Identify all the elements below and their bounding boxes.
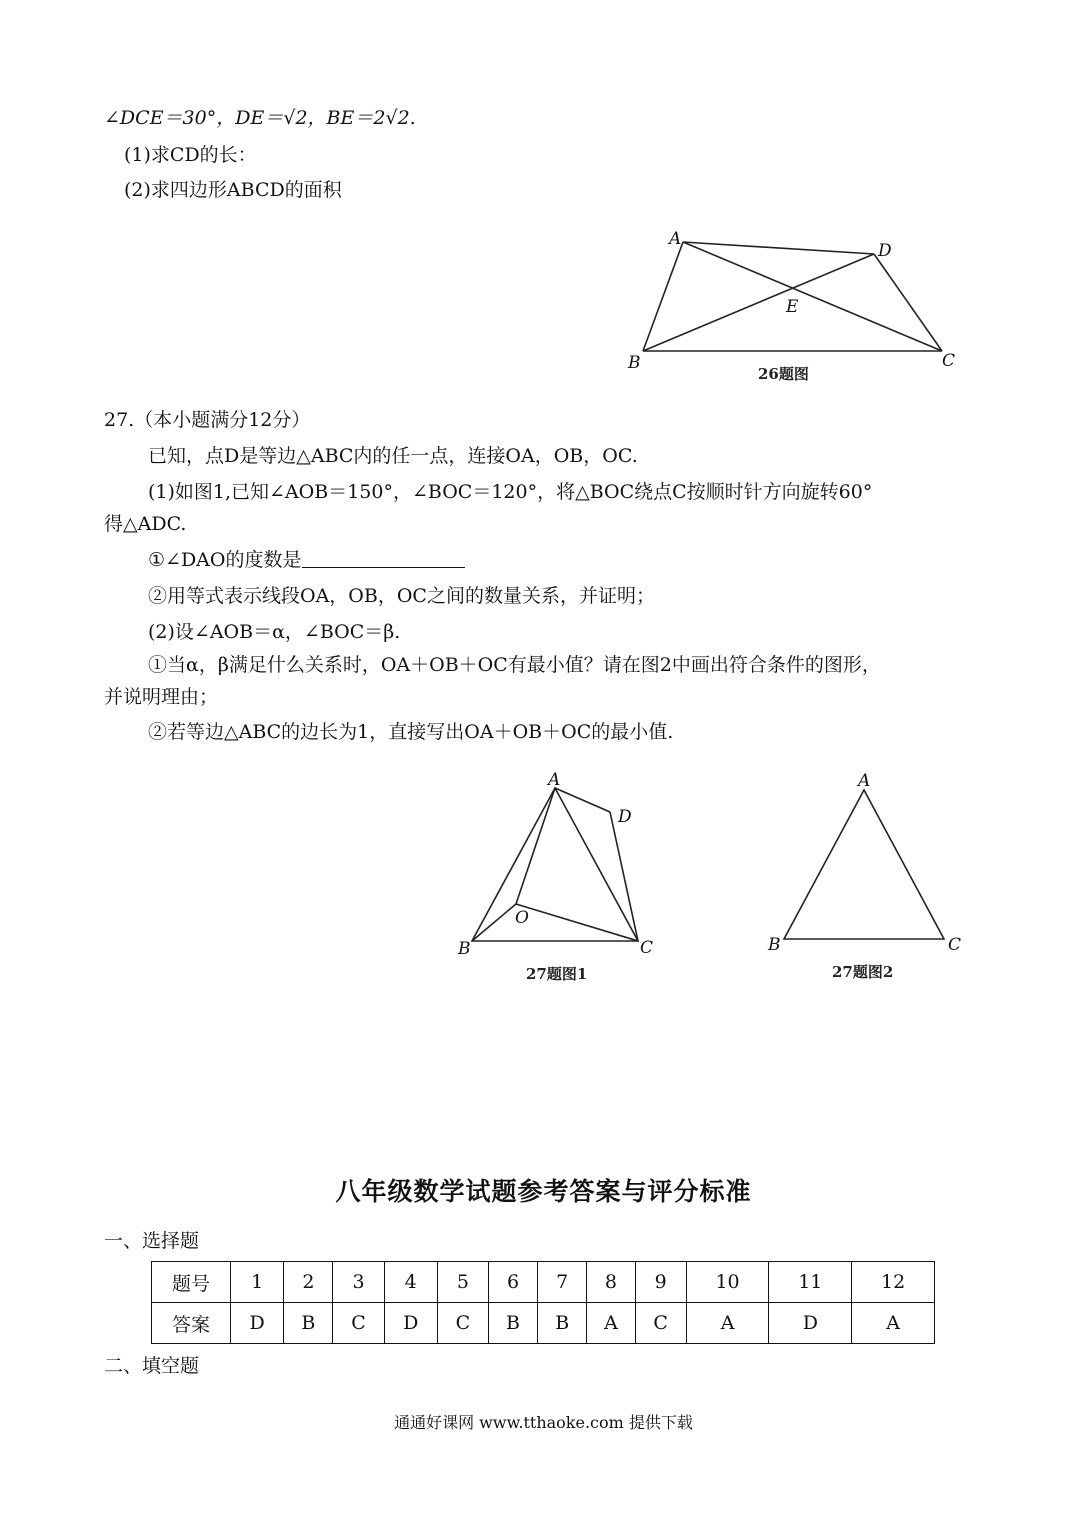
answer-choice: A [852, 1303, 935, 1344]
segment-ba [643, 242, 683, 351]
answer-choice: C [437, 1303, 488, 1344]
section-fill-in: 二、填空题 [104, 1355, 200, 1377]
answer-table [151, 1261, 935, 1344]
label-b: B [768, 935, 781, 955]
answer-choice: A [587, 1303, 635, 1344]
q27-header: 27.（本小题满分12分） [104, 409, 311, 431]
answer-choice: D [231, 1303, 284, 1344]
segment-dc [610, 812, 638, 941]
figure-27-1 [440, 770, 680, 990]
q27-part1-line1: (1)如图1,已知∠AOB＝150°，∠BOC＝120°，将△BOC绕点C按顺时针方向旋转60° [148, 481, 873, 503]
question-number: 6 [488, 1262, 537, 1303]
answer-choice: B [488, 1303, 537, 1344]
q26-part2: (2)求四边形ABCD的面积 [124, 179, 342, 201]
label-b: B [458, 939, 471, 959]
segment-ad [683, 242, 874, 254]
q27-part2-q1-line1: ①当α，β满足什么关系时，OA＋OB＋OC有最小值？请在图2中画出符合条件的图形， [148, 654, 881, 676]
label-b: B [628, 353, 641, 373]
figure-26 [590, 220, 980, 400]
label-a: A [669, 229, 682, 249]
q27-part1-q1 [148, 548, 465, 572]
diagonal-bd [643, 254, 874, 351]
label-d: D [878, 241, 892, 261]
question-number: 8 [587, 1262, 635, 1303]
question-number: 4 [384, 1262, 437, 1303]
answer-choice: D [384, 1303, 437, 1344]
label-c: C [942, 351, 956, 371]
question-number: 5 [437, 1262, 488, 1303]
answer-choice: B [538, 1303, 587, 1344]
answer-choice: A [686, 1303, 769, 1344]
q27-part1-q1-text: ①∠DAO的度数是 [148, 549, 302, 571]
q27-intro: 已知，点D是等边△ABC内的任一点，连接OA，OB，OC. [148, 445, 638, 467]
label-a: A [858, 771, 871, 791]
answer-choice: D [769, 1303, 852, 1344]
q26-given-line: ∠DCE＝30°，DE＝√2，BE＝2√2. [104, 107, 416, 129]
q27-part2-q1-line2: 并说明理由； [104, 686, 219, 708]
label-o: O [515, 908, 529, 928]
table-row-answers [152, 1303, 935, 1344]
label-c: C [640, 938, 654, 958]
q26-part1: (1)求CD的长： [124, 144, 257, 166]
label-d: D [618, 807, 632, 827]
table-row-numbers [152, 1262, 935, 1303]
row-header-number: 题号 [152, 1262, 231, 1303]
answer-key-title: 八年级数学试题参考答案与评分标准 [335, 1177, 752, 1206]
figure-27-2 [760, 770, 980, 990]
label-e: E [786, 297, 799, 317]
q27-part1-line2: 得△ADC. [104, 513, 187, 535]
q27-part2-q2: ②若等边△ABC的边长为1，直接写出OA＋OB＋OC的最小值. [148, 721, 674, 743]
row-header-answer: 答案 [152, 1303, 231, 1344]
section-multiple-choice: 一、选择题 [104, 1230, 200, 1252]
segment-oc [516, 904, 638, 941]
label-a: A [548, 770, 561, 790]
figure-27-2-caption: 27题图2 [832, 963, 894, 981]
question-number: 9 [635, 1262, 686, 1303]
question-number: 10 [686, 1262, 769, 1303]
answer-choice: C [635, 1303, 686, 1344]
segment-ao [516, 788, 555, 904]
segment-ad [555, 788, 610, 812]
answer-choice: B [284, 1303, 333, 1344]
figure-27-1-caption: 27题图1 [526, 965, 588, 983]
page-footer: 通通好课网 www.tthaoke.com 提供下载 [394, 1413, 693, 1432]
q27-part1-q2: ②用等式表示线段OA，OB，OC之间的数量关系，并证明； [148, 585, 655, 607]
figure-26-caption: 26题图 [758, 365, 809, 383]
question-number: 2 [284, 1262, 333, 1303]
label-c: C [948, 935, 962, 955]
question-number: 3 [333, 1262, 384, 1303]
question-number: 1 [231, 1262, 284, 1303]
question-number: 12 [852, 1262, 935, 1303]
q27-part2-line: (2)设∠AOB＝α，∠BOC＝β. [148, 621, 401, 643]
question-number: 11 [769, 1262, 852, 1303]
segment-bo [472, 904, 516, 941]
answer-choice: C [333, 1303, 384, 1344]
triangle-abc [784, 790, 944, 939]
triangle-abc [472, 788, 638, 941]
answer-blank [302, 549, 465, 568]
question-number: 7 [538, 1262, 587, 1303]
